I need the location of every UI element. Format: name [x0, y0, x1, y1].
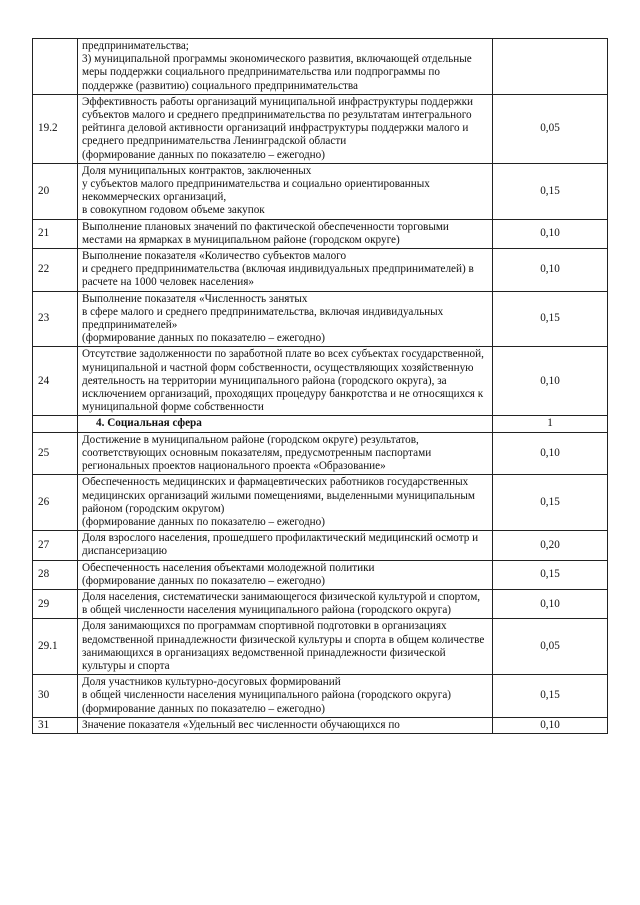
indicator-description: Достижение в муниципальном районе (городском округе) результатов, соответствующих основным показателям, предусмотренным паспортами региональных проектов национального проекта «Образование» — [78, 432, 493, 475]
table-row — [33, 589, 608, 618]
indicator-description: Выполнение показателя «Количество субъектов малого и среднего предпринимательства (включая индивидуальных предпринимателей) в расчете на 1000 человек населения» — [78, 249, 493, 292]
weight-value: 0,10 — [493, 717, 608, 733]
row-number: 27 — [33, 531, 78, 560]
weight-value: 0,15 — [493, 475, 608, 531]
table-row — [33, 94, 608, 163]
table-row — [33, 531, 608, 560]
row-number: 22 — [33, 249, 78, 292]
indicator-description: Доля участников культурно-досуговых формирований в общей численности населения муниципального района (городского округа) (формирование данных по показателю – ежегодно) — [78, 675, 493, 718]
row-number: 29.1 — [33, 619, 78, 675]
row-number: 24 — [33, 347, 78, 416]
weight-value: 0,10 — [493, 589, 608, 618]
indicator-description: Доля муниципальных контрактов, заключенных у субъектов малого предпринимательства и социально ориентированных некоммерческих организаций, в совокупном годовом объеме закупок — [78, 163, 493, 219]
table-row — [33, 249, 608, 292]
table-row — [33, 39, 608, 95]
indicator-description: Эффективность работы организаций муниципальной инфраструктуры поддержки субъектов малого и среднего предпринимательства по результатам интегрального рейтинга деловой активности организаций инфраструктуры поддержки малого и среднего предпринимательства Ленинградской области (формирование данных по показателю – ежегодно) — [78, 94, 493, 163]
row-number — [33, 416, 78, 432]
row-number: 19.2 — [33, 94, 78, 163]
row-number: 30 — [33, 675, 78, 718]
weight-value: 0,15 — [493, 163, 608, 219]
criteria-table-body — [33, 39, 608, 734]
table-row — [33, 219, 608, 248]
row-number: 23 — [33, 291, 78, 347]
row-number: 31 — [33, 717, 78, 733]
indicator-description: Выполнение показателя «Численность занятых в сфере малого и среднего предпринимательства, включая индивидуальных предпринимателей» (формирование данных по показателю – ежегодно) — [78, 291, 493, 347]
indicator-description: Доля взрослого населения, прошедшего профилактический медицинский осмотр и диспансеризацию — [78, 531, 493, 560]
table-row — [33, 475, 608, 531]
document-page — [32, 38, 607, 734]
weight-value: 0,15 — [493, 560, 608, 589]
indicator-description: Значение показателя «Удельный вес численности обучающихся по — [78, 717, 493, 733]
row-number — [33, 39, 78, 95]
weight-value: 0,05 — [493, 94, 608, 163]
weight-value: 0,10 — [493, 347, 608, 416]
indicator-description: предпринимательства; 3) муниципальной программы экономического развития, включающей отдельные меры поддержки социального предпринимательства или подпрограммы по поддержке (развитию) социального предпринимательства — [78, 39, 493, 95]
section-title: 4. Социальная сфера — [78, 416, 493, 432]
weight-value: 0,15 — [493, 675, 608, 718]
table-row — [33, 717, 608, 733]
indicator-description: Доля занимающихся по программам спортивной подготовки в организациях ведомственной принадлежности физической культуры и спорта в общем количестве занимающихся в организациях ведомственной принадлежности физической культуры и спорта — [78, 619, 493, 675]
weight-value: 1 — [493, 416, 608, 432]
weight-value: 0,05 — [493, 619, 608, 675]
weight-value: 0,15 — [493, 291, 608, 347]
table-row — [33, 291, 608, 347]
indicator-description: Обеспеченность населения объектами молодежной политики (формирование данных по показателю – ежегодно) — [78, 560, 493, 589]
weight-value: 0,10 — [493, 219, 608, 248]
weight-value: 0,10 — [493, 249, 608, 292]
row-number: 26 — [33, 475, 78, 531]
indicator-description: Обеспеченность медицинских и фармацевтических работников государственных медицинских организаций жилыми помещениями, выделенными муниципальным районом (городским округом) (формирование данных по показателю – ежегодно) — [78, 475, 493, 531]
weight-value: 0,10 — [493, 432, 608, 475]
row-number: 20 — [33, 163, 78, 219]
row-number: 25 — [33, 432, 78, 475]
weight-value: 0,20 — [493, 531, 608, 560]
table-row — [33, 163, 608, 219]
row-number: 29 — [33, 589, 78, 618]
indicator-description: Выполнение плановых значений по фактической обеспеченности торговыми местами на ярмарках в муниципальном районе (городском округе) — [78, 219, 493, 248]
table-row — [33, 432, 608, 475]
table-row — [33, 560, 608, 589]
table-row — [33, 619, 608, 675]
table-row — [33, 347, 608, 416]
row-number: 28 — [33, 560, 78, 589]
criteria-table — [32, 38, 608, 734]
section-row — [33, 416, 608, 432]
weight-value — [493, 39, 608, 95]
table-row — [33, 675, 608, 718]
indicator-description: Доля населения, систематически занимающегося физической культурой и спортом, в общей численности населения муниципального района (городского округа) — [78, 589, 493, 618]
indicator-description: Отсутствие задолженности по заработной плате во всех субъектах государственной, муниципальной и частной форм собственности, осуществляющих хозяйственную деятельность на территории муниципального района (городского округа), за исключением организаций, проходящих процедуру банкротства и не относящихся к муниципальной форме собственности — [78, 347, 493, 416]
row-number: 21 — [33, 219, 78, 248]
